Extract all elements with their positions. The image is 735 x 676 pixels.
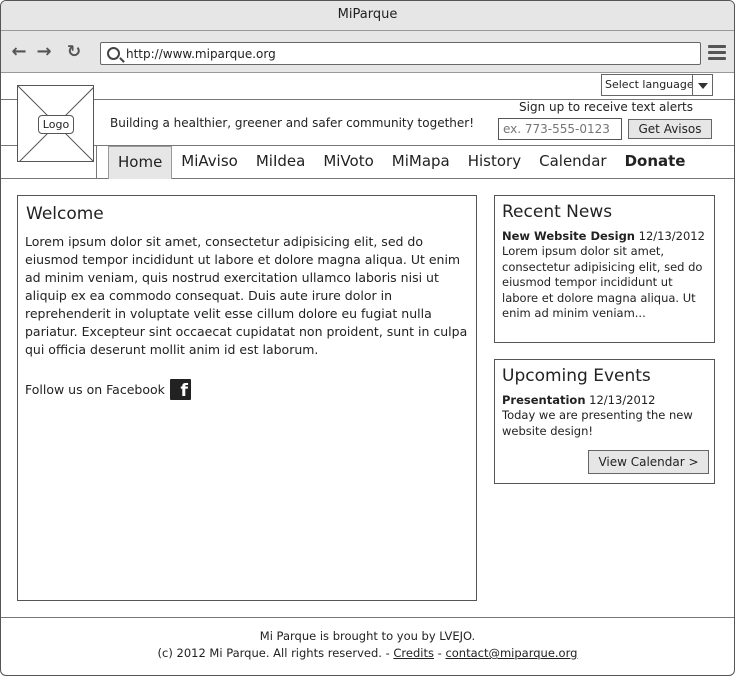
reload-icon[interactable]: ↻ — [66, 42, 82, 62]
news-item-body: Lorem ipsum dolor sit amet, consectetur adipisicing elit, sed do eiusmod tempor incididunt ut labore et dolore magna aliqua. Ut enim ad minim veniam... — [502, 244, 703, 320]
recent-news-panel — [494, 195, 715, 343]
welcome-panel — [17, 195, 477, 601]
logo[interactable] — [17, 85, 94, 162]
phone-input[interactable] — [498, 118, 622, 140]
window-title: MiParque — [1, 1, 734, 31]
news-item-title[interactable]: New Website Design — [502, 229, 635, 243]
footer-copyright: (c) 2012 Mi Parque. All rights reserved. - — [157, 646, 390, 660]
tab-mivoto[interactable]: MiVoto — [323, 152, 374, 170]
footer-credit-line: Mi Parque is brought to you by LVEJO. — [259, 629, 476, 643]
upcoming-events-title: Upcoming Events — [502, 366, 651, 386]
event-item-body: Today we are presenting the new website design! — [502, 408, 693, 438]
arrow-left-icon[interactable]: ← — [11, 41, 27, 62]
language-select[interactable] — [601, 74, 713, 96]
hamburger-menu-icon[interactable] — [708, 45, 726, 61]
web-page — [1, 74, 734, 676]
facebook-icon[interactable]: f — [170, 379, 191, 400]
chevron-down-icon — [692, 75, 712, 95]
upcoming-events-panel — [494, 359, 715, 484]
language-select-label: Select language — [605, 78, 694, 91]
browser-toolbar — [1, 31, 734, 73]
logo-label: Logo — [38, 115, 74, 134]
text-alerts-label: Sign up to receive text alerts — [519, 100, 694, 114]
welcome-title: Welcome — [26, 204, 104, 224]
tab-miidea[interactable]: MiIdea — [255, 152, 306, 170]
search-icon — [107, 47, 120, 60]
main-nav — [108, 146, 694, 179]
tab-home[interactable]: Home — [108, 146, 172, 179]
footer-copyright-line — [1, 645, 734, 662]
address-bar[interactable] — [100, 42, 701, 65]
credits-link[interactable]: Credits — [393, 646, 434, 660]
news-item-header — [502, 229, 707, 244]
news-item-date: 12/13/2012 — [638, 229, 705, 243]
welcome-body: Lorem ipsum dolor sit amet, consectetur adipisicing elit, sed do eiusmod tempor incididunt ut labore et dolore magna aliqua. Ut enim ad minim veniam, quis nostrud exercitation ullamco laboris nisi ut aliquip ex ea commodo consequat. Duis aute irure dolor in reprehenderit in voluptate velit esse cillum dolore eu fugiat nulla pariatur. Excepteur sint occaecat cupidatat non proident, sunt in culpa qui officia deserunt mollit anim id est laborum. — [25, 234, 468, 357]
recent-news-title: Recent News — [502, 202, 613, 222]
event-item-date: 12/13/2012 — [589, 393, 656, 407]
facebook-follow — [25, 379, 469, 400]
arrow-right-icon[interactable]: → — [36, 41, 52, 62]
tab-donate[interactable]: Donate — [624, 152, 686, 170]
footer-divider — [1, 617, 734, 618]
event-item-title[interactable]: Presentation — [502, 393, 586, 407]
event-item-header — [502, 393, 707, 408]
footer-separator: - — [437, 646, 442, 660]
tab-history[interactable]: History — [467, 152, 522, 170]
facebook-follow-label: Follow us on Facebook — [25, 382, 165, 397]
tab-calendar[interactable]: Calendar — [539, 152, 607, 170]
tab-mimapa[interactable]: MiMapa — [391, 152, 450, 170]
get-avisos-button[interactable]: Get Avisos — [628, 119, 712, 139]
footer — [1, 628, 734, 662]
tab-miaviso[interactable]: MiAviso — [181, 152, 238, 170]
view-calendar-button[interactable]: View Calendar > — [588, 450, 709, 474]
url-input[interactable] — [126, 45, 686, 63]
nav-divider-left — [96, 145, 97, 179]
contact-email-link[interactable]: contact@miparque.org — [445, 646, 578, 660]
site-tagline: Building a healthier, greener and safer community together! — [110, 116, 475, 130]
